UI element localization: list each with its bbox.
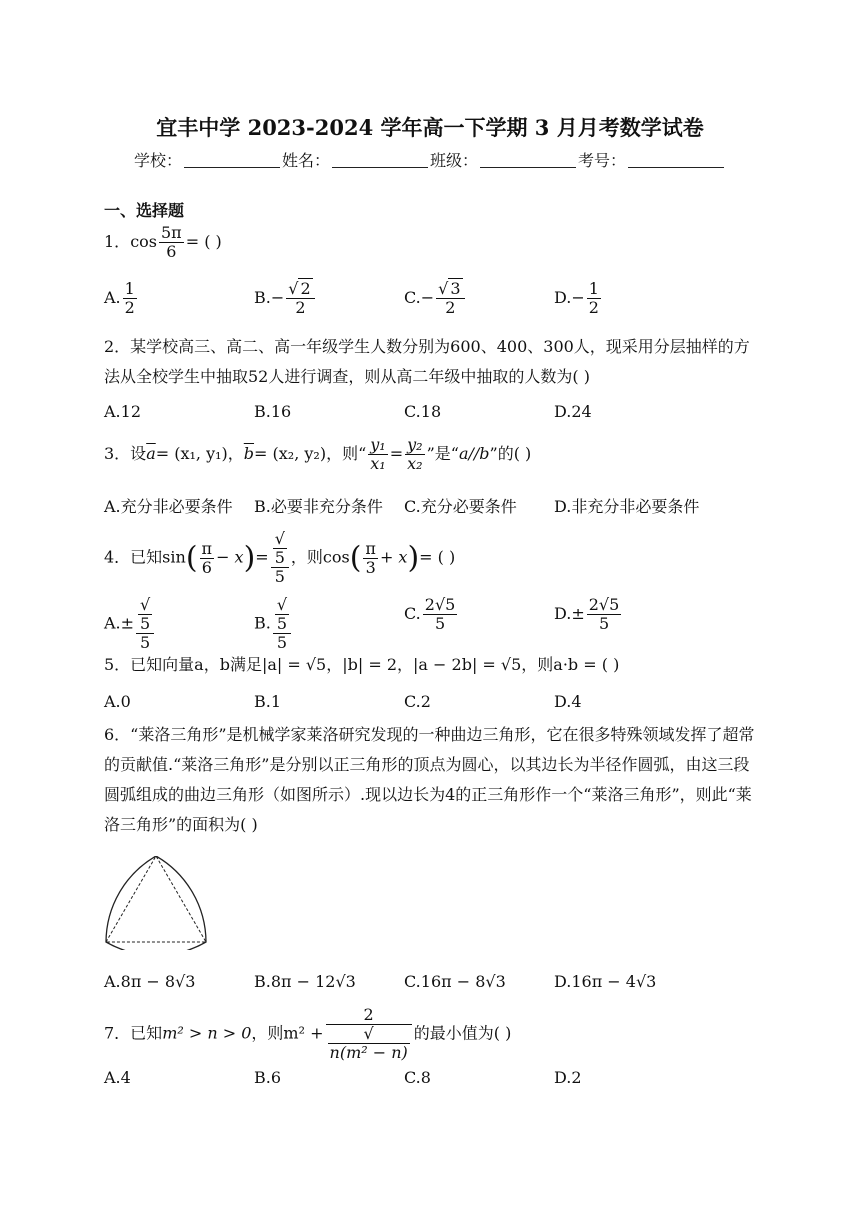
q1-c-frac (436, 280, 464, 317)
q6-option-a[interactable]: A.8π − 8√3 (104, 972, 196, 991)
question-7 (104, 1006, 511, 1062)
q1-c-num: √ 3 (436, 280, 464, 299)
q7-option-b[interactable]: B.6 (254, 1068, 282, 1087)
q6-option-d[interactable]: D.16π − 4√3 (554, 972, 657, 991)
q1-option-b[interactable] (254, 280, 317, 317)
q4-then: ，则cos (290, 547, 350, 567)
q7-condition: m² > n > 0 (162, 1023, 252, 1043)
q7-option-d[interactable]: D.2 (554, 1068, 582, 1087)
q1-option-d[interactable] (554, 280, 603, 317)
q1-a-label: A. (104, 288, 121, 307)
q7-lead: 7．已知 (104, 1023, 163, 1043)
q3-tail: ”的( ) (489, 444, 532, 463)
q4-paren2-open: ( (349, 540, 362, 576)
q7-fraction (326, 1006, 412, 1062)
q4-option-b[interactable] (254, 596, 293, 652)
q4-den1: 6 (201, 557, 212, 577)
q1-frac-den: 6 (166, 242, 177, 261)
school-blank (184, 153, 280, 168)
q1-option-c[interactable] (404, 280, 467, 317)
q1-b-label: B.− (254, 288, 285, 307)
q5-option-c[interactable]: C.2 (404, 692, 431, 711)
q4-b-radicand: 5 (276, 614, 288, 633)
q1-a-frac (123, 280, 137, 317)
class-label: 班级： (430, 151, 479, 170)
q1-d-label: D.− (554, 288, 585, 307)
exam-no-blank (628, 153, 724, 168)
q2-option-a[interactable]: A.12 (104, 402, 141, 421)
equilateral-triangle (106, 856, 206, 942)
q3-x1: x₁ (370, 454, 386, 473)
q4-d-den: 5 (598, 614, 610, 633)
q4-c-den: 5 (434, 614, 446, 633)
q4-a-label: A.± (104, 613, 135, 633)
question-4 (104, 530, 455, 586)
q7-num: 2 (326, 1006, 412, 1025)
q3-vector-a: $\overline{a}$ (146, 444, 156, 463)
q3-mid: ”是“ (426, 444, 459, 463)
q4-pi2: π (365, 538, 376, 558)
q4-c-frac (423, 596, 458, 633)
q1-b-num: √ 2 (286, 280, 314, 299)
q1-a-den: 2 (124, 298, 135, 317)
q4-c-label: C. (404, 604, 421, 623)
q3-b-def: = (x₂, y₂)，则“ (254, 444, 367, 463)
q4-paren-close: ) (243, 540, 256, 576)
q3-y2: y₂ (407, 435, 423, 454)
q4-rhs-den: 5 (274, 567, 285, 586)
q3-parallel: a//b (458, 444, 490, 463)
school-label: 学校： (133, 151, 182, 170)
q4-a-num: √ 5 (136, 596, 154, 634)
q7-option-c[interactable]: C.8 (404, 1068, 431, 1087)
q4-paren2-close: ) (407, 540, 420, 576)
q5-option-b[interactable]: B.1 (254, 692, 282, 711)
q4-option-c[interactable] (404, 596, 459, 633)
q1-c-label: C.− (404, 288, 435, 307)
q6-option-c[interactable]: C.16π − 8√3 (404, 972, 506, 991)
q5-option-a[interactable]: A.0 (104, 692, 131, 711)
q4-rhs-num: √ 5 (271, 530, 289, 568)
q1-c-den: 2 (445, 298, 456, 317)
question-6: 6．“莱洛三角形”是机械学家莱洛研究发现的一种曲边三角形，它在很多特殊领域发挥了超常的贡献值.“莱洛三角形”是分别以正三角形的顶点为圆心，以其边长为半径作圆弧，由这三段圆弧组成的曲边三角形（如图所示）.现以边长为4的正三角形作一个“莱洛三角形”，则此“莱洛三角形”的面积为( ) (104, 725, 755, 834)
question-2: 2．某学校高三、高二、高一年级学生人数分别为600、400、300人，现采用分层抽样的方法从全校学生中抽取52人进行调查，则从高二年级中抽取的人数为( ) (104, 337, 750, 386)
q1-b-frac (286, 280, 314, 317)
student-info-line (0, 148, 860, 171)
q4-frac2 (363, 540, 378, 577)
q4-plus-x: + x (379, 547, 408, 567)
q1-frac-num: 5π (161, 223, 182, 242)
q3-frac2 (405, 436, 424, 473)
q4-equals: = (255, 547, 269, 567)
q3-lead: 3．设 (104, 444, 147, 463)
exam-no-label: 考号： (578, 151, 627, 170)
q2-option-c[interactable]: C.18 (404, 402, 442, 421)
q4-b-label: B. (254, 613, 271, 633)
q3-x2: x₂ (407, 454, 423, 473)
q4-lead: 4．已知sin (104, 547, 186, 567)
q1-number: 1． (104, 232, 131, 251)
name-blank (332, 153, 428, 168)
q7-den: √ n(m² − n) (329, 1024, 408, 1062)
q4-d-label: D.± (554, 604, 585, 623)
class-blank (480, 153, 576, 168)
q4-tail: = ( ) (419, 547, 456, 567)
q1-cos: cos (130, 232, 157, 251)
q4-option-d[interactable] (554, 596, 623, 633)
q4-c-num: 2√5 (424, 595, 456, 614)
q2-option-b[interactable]: B.16 (254, 402, 292, 421)
q4-a-radicand: 5 (140, 614, 151, 633)
q3-option-d[interactable]: D.非充分非必要条件 (554, 497, 700, 516)
q3-vector-b: $\overline{b}$ (243, 444, 255, 463)
reuleaux-triangle-figure (100, 856, 212, 950)
q4-option-a[interactable] (104, 596, 156, 652)
q4-b-den: 5 (276, 633, 288, 652)
q1-c-radicand: 3 (450, 279, 461, 298)
q4-frac1 (200, 540, 215, 577)
section-heading: 一、选择题 (104, 201, 185, 220)
q4-a-den: 5 (140, 633, 151, 652)
q3-y1: y₁ (370, 435, 386, 454)
q1-option-a[interactable] (104, 280, 139, 317)
q4-b-frac (273, 596, 291, 652)
q3-option-b[interactable]: B.必要非充分条件 (254, 497, 383, 516)
reuleaux-arcs (106, 856, 206, 950)
q4-den2: 3 (365, 557, 376, 577)
q4-d-num: 2√5 (588, 595, 620, 614)
q4-minus-x: − x (216, 547, 244, 567)
q1-tail: = ( ) (185, 232, 222, 251)
page-title: 宜丰中学 2023-2024 学年高一下学期 3 月月考数学试卷 (156, 115, 704, 140)
q4-pi1: π (201, 538, 213, 558)
q1-d-den: 2 (588, 298, 599, 317)
q4-rhs-radicand: 5 (274, 548, 285, 567)
q3-option-c[interactable]: C.充分必要条件 (404, 497, 517, 516)
q4-paren-open: ( (185, 540, 198, 576)
q1-b-radicand: 2 (300, 279, 311, 298)
q4-rhs (271, 530, 289, 586)
q3-option-a[interactable]: A.充分非必要条件 (104, 497, 233, 516)
q1-b-den: 2 (295, 298, 306, 317)
q4-d-frac (587, 596, 622, 633)
question-5: 5．已知向量a，b满足|a| = √5，|b| = 2，|a − 2b| = √5，则a·b = ( ) (104, 655, 620, 674)
q1-fraction (159, 224, 184, 261)
question-1 (104, 224, 222, 261)
q4-a-frac (136, 596, 154, 652)
question-3: 3．设$\overline{a}= (x_1$, y₁)，$\overline{b}= (x_2$, y₂)，则“ $\frac{\text{y₁}}{\text{x₁}}$ = $\frac{\text{y₂}}{\text{x₂}}$ ”是“a//b”的( ) (104, 435, 532, 473)
q7-tail: 的最小值为( ) (413, 1023, 512, 1043)
q1-a-num: 1 (124, 279, 135, 298)
q3-frac1 (368, 436, 387, 473)
q1-d-num: 1 (588, 279, 599, 298)
q2-option-d[interactable]: D.24 (554, 402, 592, 421)
q7-radicand: n(m² − n) (329, 1043, 408, 1062)
q4-b-num: √ 5 (273, 596, 291, 634)
name-label: 姓名： (281, 151, 330, 170)
q6-option-b[interactable]: B.8π − 12√3 (254, 972, 356, 991)
q7-option-a[interactable]: A.4 (104, 1068, 131, 1087)
q3-a-def: = (x₁, y₁)， (155, 444, 244, 463)
q7-then: ，则m² + (251, 1023, 324, 1043)
q1-d-frac (587, 280, 601, 317)
q5-option-d[interactable]: D.4 (554, 692, 582, 711)
